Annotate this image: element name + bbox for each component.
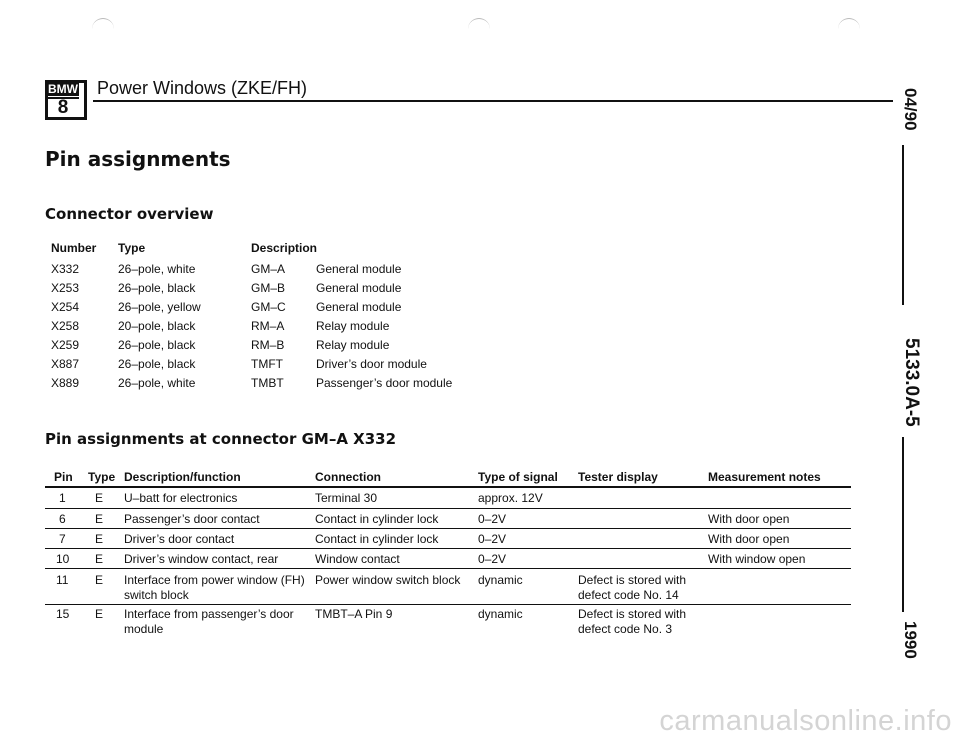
- col-type: Type: [118, 241, 146, 255]
- pin-connection: TMBT–A Pin 9: [315, 607, 393, 621]
- col-connection: Connection: [315, 470, 381, 484]
- connector-row: [0, 281, 520, 300]
- pin-description: Driver’s door contact: [124, 532, 235, 546]
- bmw-8-logo: [45, 80, 91, 122]
- pin-signal: dynamic: [478, 607, 523, 621]
- connector-description: Relay module: [316, 338, 390, 352]
- connector-type: 20–pole, black: [118, 319, 196, 333]
- pin-number: 11: [56, 573, 69, 587]
- connector-code: GM–A: [251, 262, 286, 276]
- pin-assignments-heading: Pin assignments at connector GM–A X332: [45, 430, 397, 448]
- col-number: Number: [51, 241, 97, 255]
- side-rule-1: [902, 145, 904, 305]
- pin-tester: defect code No. 14: [578, 588, 679, 602]
- pin-connection: Contact in cylinder lock: [315, 532, 439, 546]
- connector-code: TMBT: [251, 376, 284, 390]
- pin-description: Passenger’s door contact: [124, 512, 260, 526]
- scan-mark-right: [838, 18, 860, 41]
- pin-description: switch block: [124, 588, 189, 602]
- pin-tester: Defect is stored with: [578, 607, 687, 621]
- row-divider: [45, 548, 851, 549]
- pin-number: 7: [59, 532, 66, 546]
- connector-code: RM–A: [251, 319, 285, 333]
- pin-signal: dynamic: [478, 573, 523, 587]
- row-divider: [45, 604, 851, 605]
- pin-connection: Window contact: [315, 552, 400, 566]
- connector-description: Passenger’s door module: [316, 376, 453, 390]
- connector-row: [0, 319, 520, 338]
- pin-notes: With door open: [708, 512, 790, 526]
- connector-overview-heading: Connector overview: [45, 205, 214, 223]
- header-divider: [45, 486, 851, 488]
- connector-number: X259: [51, 338, 80, 352]
- connector-description: General module: [316, 262, 402, 276]
- header-rule: [93, 100, 893, 102]
- connector-type: 26–pole, black: [118, 281, 196, 295]
- connector-code: RM–B: [251, 338, 285, 352]
- col-tester: Tester display: [578, 470, 658, 484]
- connector-type: 26–pole, white: [118, 376, 196, 390]
- pin-type: E: [95, 607, 104, 621]
- connector-description: General module: [316, 281, 402, 295]
- connector-type: 26–pole, black: [118, 357, 196, 371]
- pin-number: 15: [56, 607, 70, 621]
- pin-description: module: [124, 622, 164, 636]
- pin-description: U–batt for electronics: [124, 491, 238, 505]
- pin-connection: Contact in cylinder lock: [315, 512, 439, 526]
- connector-number: X887: [51, 357, 80, 371]
- connector-description: General module: [316, 300, 402, 314]
- connector-type: 26–pole, white: [118, 262, 196, 276]
- connector-row: [0, 262, 520, 281]
- pin-connection: Terminal 30: [315, 491, 378, 505]
- connector-row: [0, 300, 520, 319]
- pin-tester: Defect is stored with: [578, 573, 687, 587]
- scan-mark-left: [92, 18, 114, 41]
- connector-number: X254: [51, 300, 80, 314]
- connector-number: X889: [51, 376, 80, 390]
- pin-tester: defect code No. 3: [578, 622, 673, 636]
- side-date: 04/90: [901, 88, 920, 131]
- pin-type: E: [95, 532, 104, 546]
- pin-signal: 0–2V: [478, 532, 507, 546]
- connector-row: [0, 376, 520, 395]
- connector-description: Driver’s door module: [316, 357, 427, 371]
- scan-mark-center: [468, 18, 490, 41]
- connector-type: 26–pole, black: [118, 338, 196, 352]
- col-description: Description: [251, 241, 318, 255]
- col-pin: Pin: [54, 470, 73, 484]
- logo-number: 8: [47, 97, 79, 116]
- side-year: 1990: [901, 621, 920, 659]
- logo-brand: BMW: [48, 82, 78, 96]
- col-type: Type: [88, 470, 116, 484]
- pin-notes: With door open: [708, 532, 790, 546]
- header-title: Power Windows (ZKE/FH): [97, 78, 308, 98]
- connector-description: Relay module: [316, 319, 390, 333]
- connector-header-row: [0, 241, 520, 260]
- pin-number: 6: [59, 512, 66, 526]
- side-rule-2: [902, 437, 904, 612]
- row-divider: [45, 528, 851, 529]
- pin-signal: 0–2V: [478, 512, 507, 526]
- col-notes: Measurement notes: [708, 470, 821, 484]
- connector-number: X253: [51, 281, 80, 295]
- watermark: carmanualsonline.info: [659, 705, 952, 737]
- row-divider: [45, 568, 851, 569]
- connector-number: X258: [51, 319, 80, 333]
- pin-type: E: [95, 512, 104, 526]
- pin-signal: approx. 12V: [478, 491, 543, 505]
- connector-code: GM–C: [251, 300, 286, 314]
- pin-type: E: [95, 491, 104, 505]
- connector-row: [0, 357, 520, 376]
- connector-code: GM–B: [251, 281, 286, 295]
- pin-description: Interface from passenger’s door: [124, 607, 294, 621]
- pin-notes: With window open: [708, 552, 806, 566]
- col-description: Description/function: [124, 470, 241, 484]
- pin-number: 10: [56, 552, 70, 566]
- pin-type: E: [95, 552, 104, 566]
- pin-number: 1: [59, 491, 66, 505]
- row-divider: [45, 508, 851, 509]
- pin-description: Driver’s window contact, rear: [124, 552, 279, 566]
- connector-type: 26–pole, yellow: [118, 300, 201, 314]
- pin-connection: Power window switch block: [315, 573, 461, 587]
- pin-type: E: [95, 573, 104, 587]
- col-signal: Type of signal: [478, 470, 558, 484]
- connector-code: TMFT: [251, 357, 283, 371]
- connector-number: X332: [51, 262, 80, 276]
- pin-description: Interface from power window (FH): [124, 573, 305, 587]
- pin-signal: 0–2V: [478, 552, 507, 566]
- side-doc-number: 5133.0A-5: [901, 338, 922, 427]
- page-title: Pin assignments: [45, 147, 231, 171]
- connector-row: [0, 338, 520, 357]
